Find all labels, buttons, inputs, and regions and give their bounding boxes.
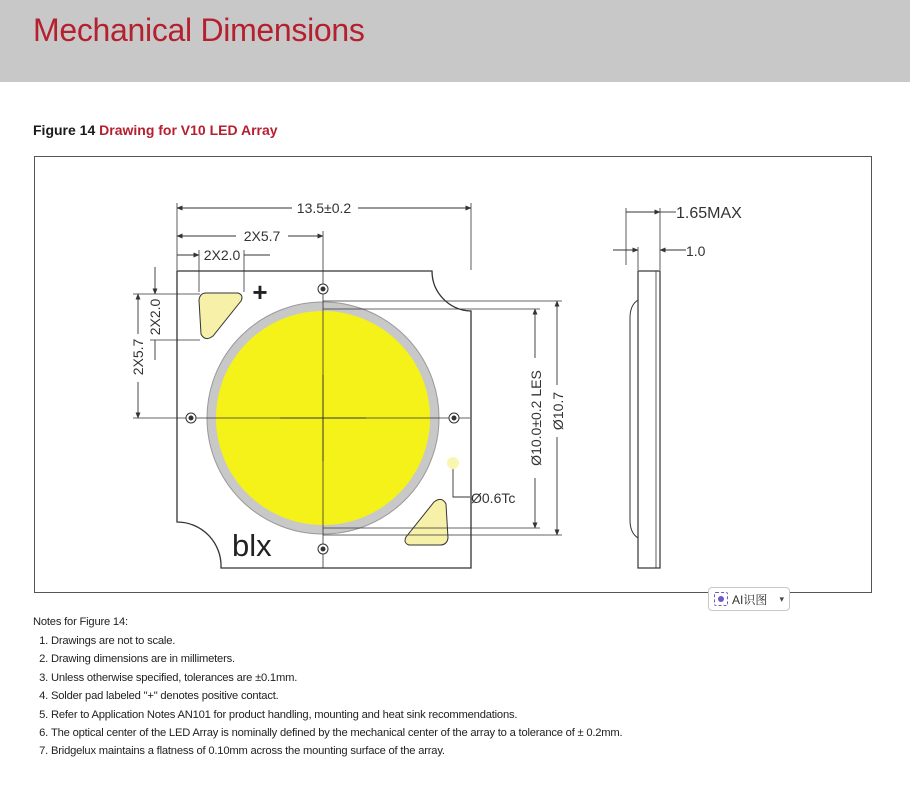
notes-section — [33, 616, 622, 764]
dim-les: Ø10.0±0.2 LES — [528, 370, 544, 466]
notes-list — [33, 635, 622, 759]
ai-button-label: AI识图 — [732, 592, 768, 607]
dim-pitch-y: 2X5.7 — [130, 338, 146, 376]
side-view — [630, 271, 660, 568]
note-item: 6. The optical center of the LED Array is nominally defined by the mechanical center of the array to a tolerance of ± 0.2mm. — [51, 727, 622, 741]
figure-number: Figure 14 — [33, 122, 96, 138]
ai-recognize-button[interactable] — [708, 587, 790, 611]
dim-tc: Ø0.6Tc — [471, 490, 516, 506]
dim-pitch-x: 2X5.7 — [243, 228, 281, 244]
positive-marker: + — [252, 277, 268, 307]
dim-pad-y: 2X2.0 — [147, 298, 163, 336]
chevron-down-icon: ▾ — [779, 593, 784, 604]
note-item: 5. Refer to Application Notes AN101 for product handling, mounting and heat sink recommendations. — [51, 709, 622, 723]
note-item: 3. Unless otherwise specified, tolerances are ±0.1mm. — [51, 672, 622, 686]
page-title: Mechanical Dimensions — [33, 12, 365, 48]
dim-outer: Ø10.7 — [550, 391, 566, 431]
dim-max: 1.65MAX — [676, 205, 742, 222]
brand-logo: blx — [232, 528, 272, 563]
figure-title: Drawing for V10 LED Array — [99, 122, 278, 138]
note-item: 2. Drawing dimensions are in millimeters. — [51, 653, 622, 667]
note-item: 1. Drawings are not to scale. — [51, 635, 622, 649]
tc-point — [447, 457, 459, 469]
ai-scan-icon — [714, 592, 728, 606]
dim-width: 13.5±0.2 — [296, 200, 352, 216]
dim-pad-x: 2X2.0 — [203, 247, 241, 263]
dim-thickness: 1.0 — [686, 243, 706, 259]
note-item: 4. Solder pad labeled "+" denotes positive contact. — [51, 690, 622, 704]
notes-heading: Notes for Figure 14: — [33, 616, 128, 628]
note-item: 7. Bridgelux maintains a flatness of 0.10mm across the mounting surface of the array. — [51, 745, 622, 759]
